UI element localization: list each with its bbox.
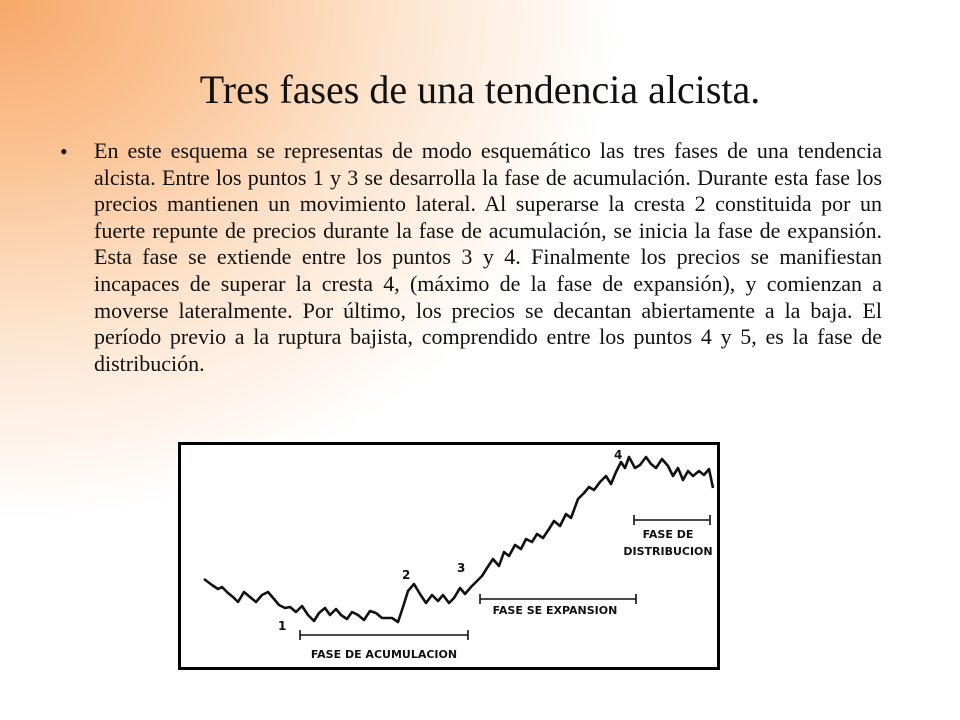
slide-body-text: En este esquema se representas de modo esquemático las tres fases de una tendencia alcista. Entre los puntos 1 y 3 se desarrolla la fase de acumulación. Durante esta fase los precios mantienen un movimiento lateral. Al superarse la cresta 2 constituida por un fuerte repunte de precios durante la fase de acumulación, se inicia la fase de expansión. Esta fase se extiende entre los puntos 3 y 4. Finalmente los precios se manifiestan incapaces de superar la cresta 4, (máximo de la fase de expansión), y comienzan a moverse lateralmente. Por último, los precios se decantan abiertamente a la baja. El período previo a la ruptura bajista, comprendido entre los puntos 4 y 5, es la fase de distribución. (94, 138, 882, 376)
distribution-label-line2: DISTRIBUCION (623, 545, 713, 558)
distribution-label-line1: FASE DE (642, 528, 694, 541)
expansion-label: FASE SE EXPANSION (492, 604, 618, 617)
point-label-2: 2 (402, 568, 411, 582)
bullet-marker: • (60, 139, 68, 164)
point-label-4: 4 (614, 448, 623, 462)
point-label-1: 1 (278, 619, 287, 633)
point-label-3: 3 (457, 561, 466, 575)
trend-phases-svg (178, 442, 720, 670)
accumulation-label: FASE DE ACUMULACION (310, 648, 458, 661)
slide-title: Tres fases de una tendencia alcista. (199, 67, 761, 112)
trend-phases-diagram (178, 442, 720, 670)
